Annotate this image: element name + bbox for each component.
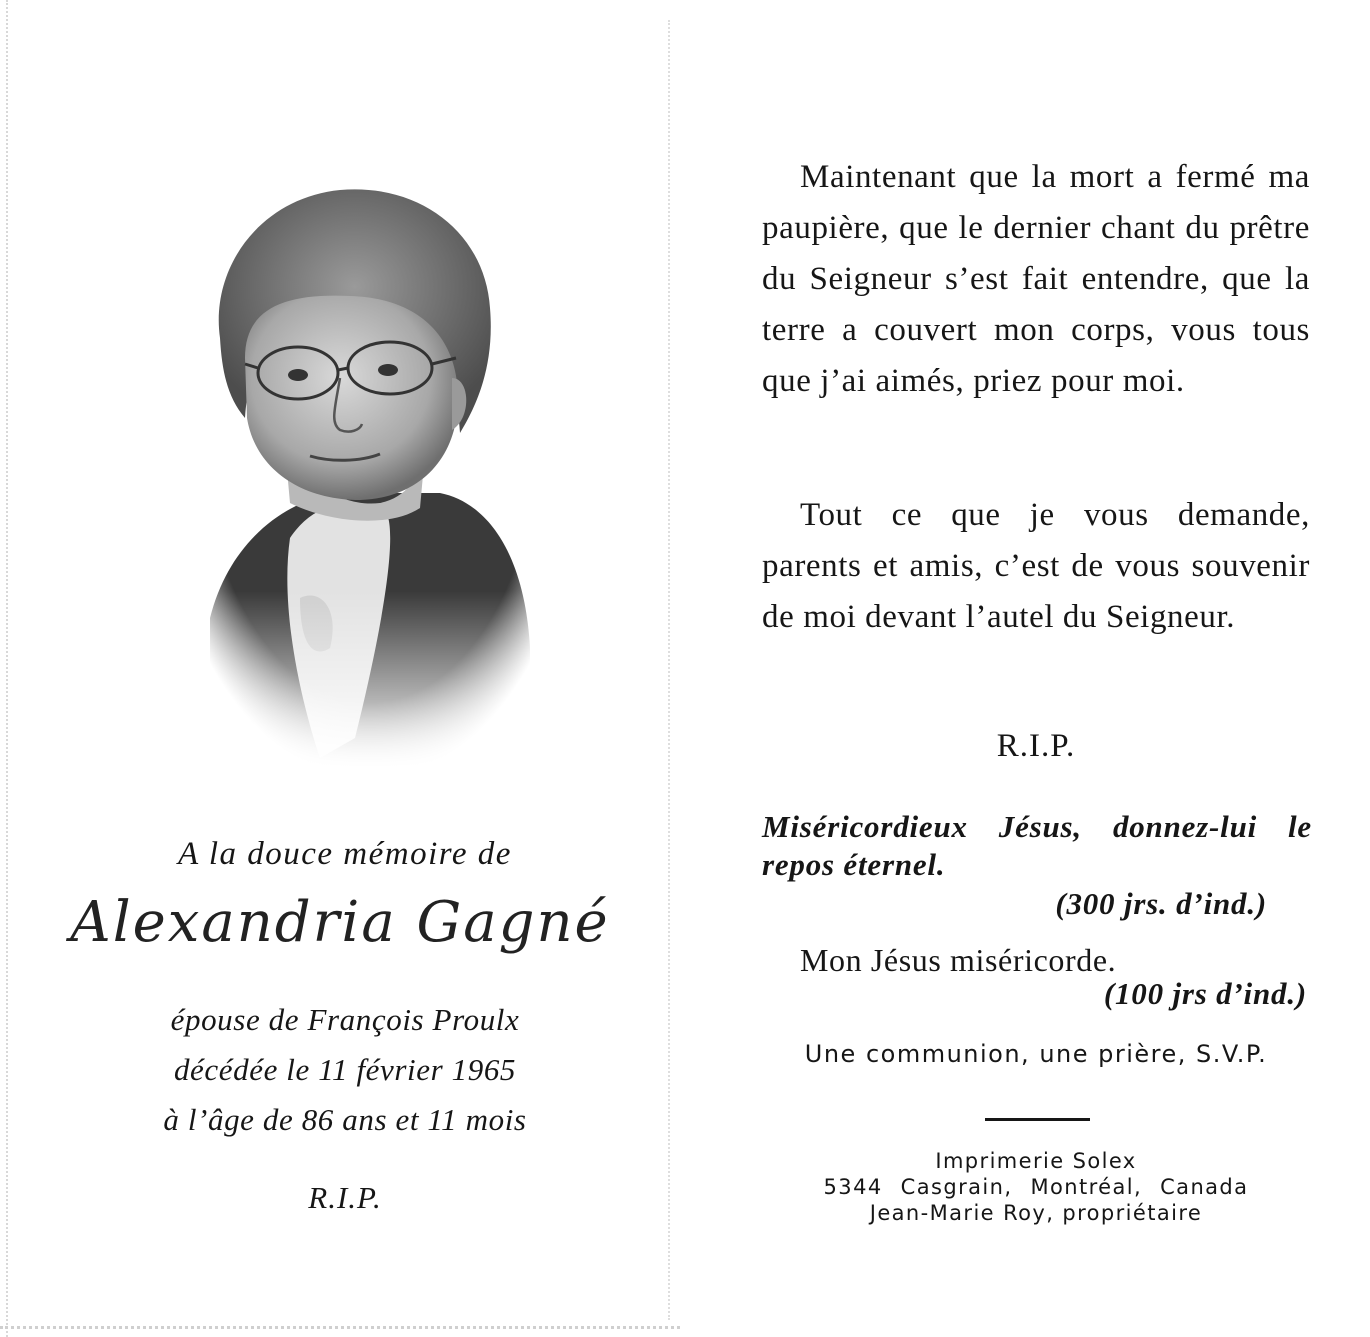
ejaculatory-prayer-2: Mon Jésus miséricorde. <box>800 942 1117 978</box>
printer-name: Imprimerie Solex <box>935 1149 1137 1173</box>
indulgence-note-1: (300 jrs. d’ind.) <box>1055 886 1267 921</box>
printer-address: 5344 Casgrain, Montréal, Canada <box>823 1175 1249 1199</box>
memory-line: A la douce mémoire de <box>178 836 512 872</box>
rip-front: R.I.P. <box>308 1180 382 1215</box>
card-fold-line <box>668 20 670 1320</box>
prayer-paragraph-2: Tout ce que je vous demande, parents et amis, c’est de vous souvenir de moi devant l’autel du Seigneur. <box>762 497 1310 635</box>
age-line: à l’âge de 86 ans et 11 mois <box>163 1102 527 1137</box>
prayer-paragraph-1: Maintenant que la mort a fermé ma paupière, que le dernier chant du prêtre du Seigneur s’est fait entendre, que la terre a couvert mon corps, vous tous que j’ai aimés, priez pour moi. <box>762 159 1310 399</box>
ejaculatory-prayer-1: Miséricordieux Jésus, donnez-lui le repos éternel. <box>762 809 1312 882</box>
deceased-name: Alexandria Gagné <box>70 890 610 955</box>
communion-request: Une communion, une prière, S.V.P. <box>804 1040 1268 1068</box>
scan-edge-bottom <box>0 1326 680 1329</box>
rip-back: R.I.P. <box>996 728 1076 764</box>
portrait-photo <box>190 178 550 768</box>
divider-rule <box>985 1118 1090 1121</box>
spouse-line: épouse de François Proulx <box>170 1002 520 1037</box>
indulgence-note-2: (100 jrs d’ind.) <box>1103 976 1307 1011</box>
death-date-line: décédée le 11 février 1965 <box>173 1052 517 1087</box>
scan-edge-left <box>6 0 8 1337</box>
printer-owner: Jean-Marie Roy, propriétaire <box>869 1201 1203 1225</box>
